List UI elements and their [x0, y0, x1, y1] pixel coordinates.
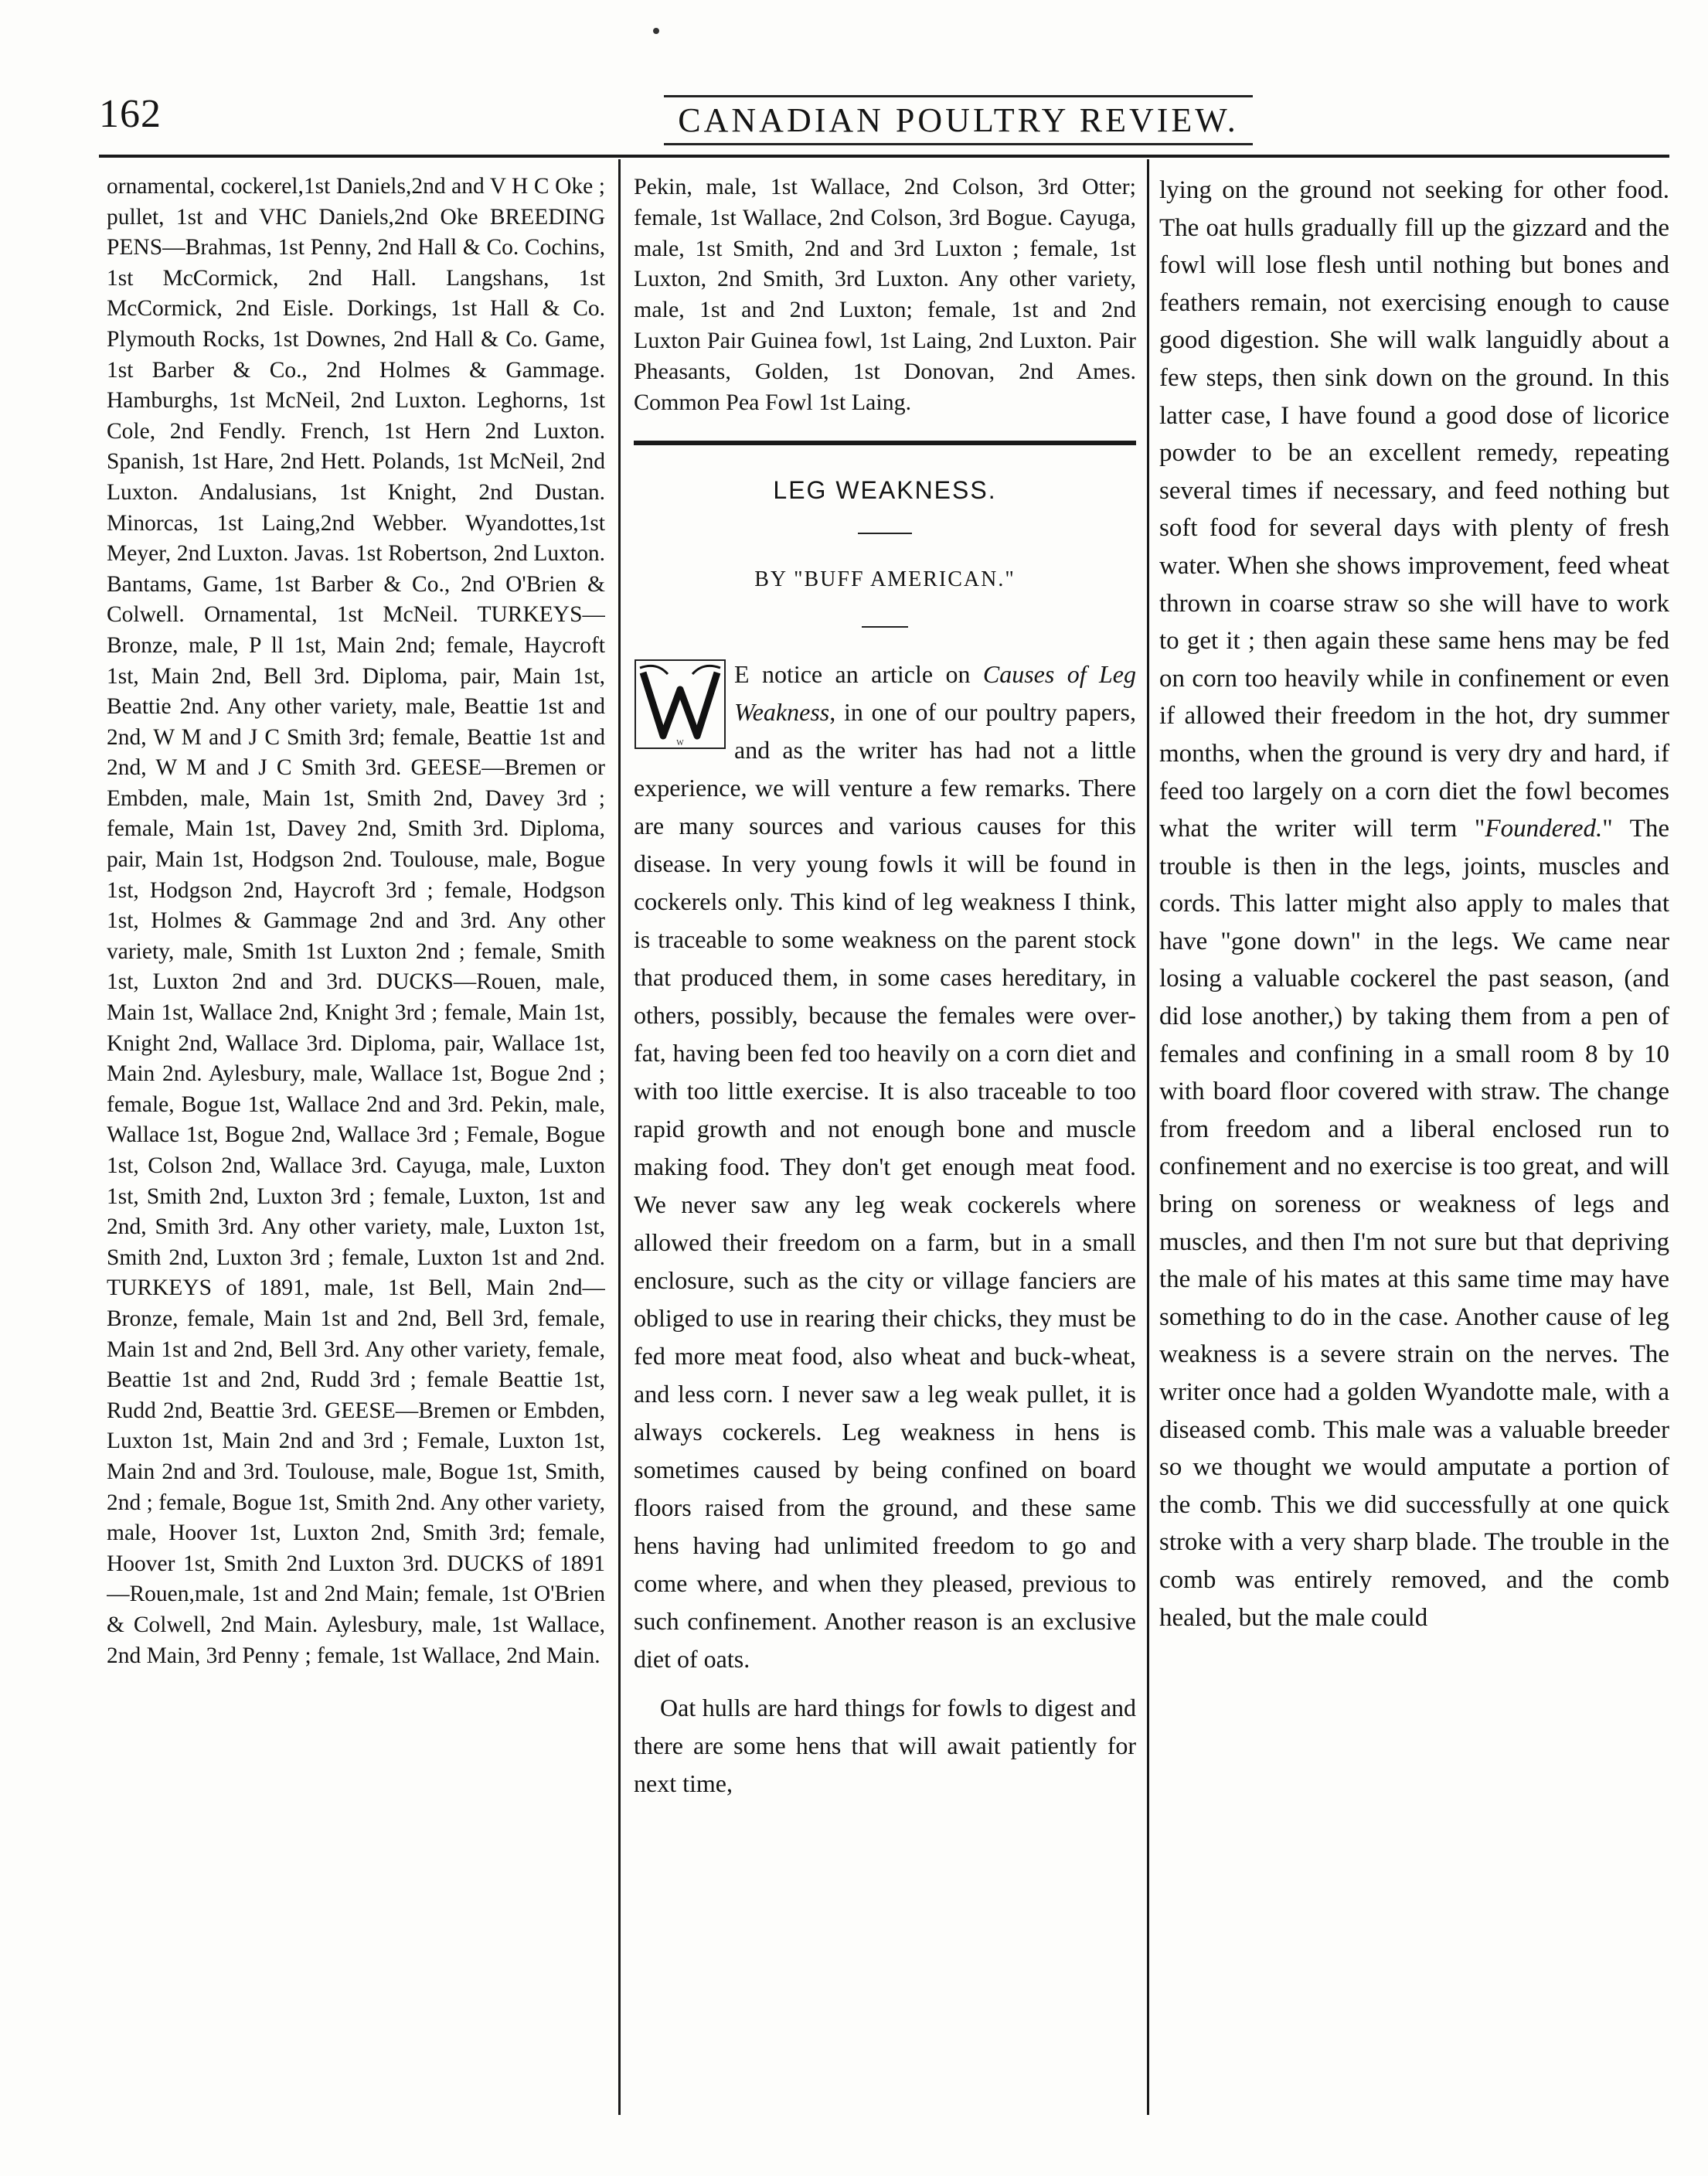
paragraph-3-body: " The trouble is then in the legs, joints, muscles and cords. This latter might also apply to males that have "gone down" in the legs. We came near losing a valuable cockerel the past season, (and did lose another,) by taking them from a pen of females and confining in a small room 8 by 10 with board floor covered with straw. The change from freedom and a liberal enclosed run to confinement and no exercise is too great, and will bring on soreness or weakness of legs and muscles, and then I'm not sure but that depriving the male of his mates at this same time may have something to do in the case. Another cause of leg weakness is a severe strain on the nerves. The writer once had a golden Wyandotte male, with a diseased comb. This male was a valuable breeder so we thought we would amputate a portion of the comb. This we did successfully at one quick stroke with a very sharp blade. The trouble in the comb was entirely removed, and the comb healed, but the male could [1159, 815, 1669, 1632]
column-3 [1159, 172, 1669, 1636]
paragraph-1-start: E notice an article on [734, 660, 983, 689]
title-rule [858, 533, 912, 534]
column-divider-2 [1147, 159, 1149, 2115]
masthead [665, 87, 1252, 153]
byline-rule [862, 626, 908, 628]
header-rule [99, 155, 1669, 158]
column-1 [107, 172, 605, 1671]
dropcap-w-icon [634, 659, 726, 750]
paragraph-3-start: lying on the ground not seeking for other food. The oat hulls gradually fill up the gizzard and the fowl will lose flesh until nothing but bones and feathers remain, not exercising enough to cause good digestion. She will walk languidly about a few steps, then sink down on the ground. In this latter case, I have found a good dose of licorice powder to be an excellent remedy, repeating several times if necessary, and feed nothing but soft food for several days with plenty of fresh water. When she shows improvement, feed wheat thrown in coarse straw so she will have to work to get it ; then again these same hens may be fed on corn too heavily while in confinement or even if allowed their freedom in the hot, dry summer months, when the ground is very dry and hard, if feed too largely on a corn diet the fowl becomes what the writer will term " [1159, 176, 1669, 843]
section-rule [634, 441, 1136, 445]
article-paragraph-1 [634, 656, 1136, 1678]
page-number: 162 [99, 92, 162, 136]
article-paragraph-continued [1159, 172, 1669, 1636]
svg-text:W: W [676, 739, 684, 748]
article-paragraph-2: Oat hulls are hard things for fowls to digest and there are some hens that will await patiently for next time, [634, 1694, 1136, 1798]
article-reference-title: Causes of Leg Weakness [734, 660, 1136, 727]
term-foundered: Foundered. [1485, 815, 1603, 843]
column-divider-1 [618, 159, 621, 2115]
prize-list-continued: ornamental, cockerel,1st Daniels,2nd and V H C Oke ; pullet, 1st and VHC Daniels,2nd Oke BREEDING PENS—Brahmas, 1st Penny, 2nd Hall & Co. Cochins, 1st McCormick, 2nd Hall. Langshans, 1st McCormick, 2nd Eisle. Dorkings, 1st Hall & Co. Plymouth Rocks, 1st Downes, 2nd Hall & Co. Game, 1st Barber & Co., 2nd Holmes & Gammage. Hamburghs, 1st McNeil, 2nd Luxton. Leghorns, 1st Cole, 2nd Fendly. French, 1st Hern 2nd Luxton. Spanish, 1st Hare, 2nd Hett. Polands, 1st McNeil, 2nd Luxton. Andalusians, 1st Knight, 2nd Dustan. Minorcas, 1st Laing,2nd Webber. Wyandottes,1st Meyer, 2nd Luxton. Javas. 1st Robertson, 2nd Luxton. Bantams, Game, 1st Barber & Co., 2nd O'Brien & Colwell. Ornamental, 1st McNeil. TURKEYS—Bronze, male, P ll 1st, Main 2nd; female, Haycroft 1st, Main 2nd, Bell 3rd. Diploma, pair, Main 1st, Beattie 2nd. Any other variety, male, Beattie 1st and 2nd, W M and J C Smith 3rd; female, Beattie 1st and 2nd, W M and J C Smith 3rd. GEESE—Bremen or Embden, male, Main 1st, Smith 2nd, Davey 3rd ; female, Main 1st, Davey 2nd, Smith 3rd. Diploma, pair, Main 1st, Hodgson 2nd. Toulouse, male, Bogue 1st, Hodgson 2nd, Haycroft 3rd ; female, Hodgson 1st, Holmes & Gammage 2nd and 3rd. Any other variety, male, Smith 1st Luxton 2nd ; female, Smith 1st, Luxton 2nd and 3rd. DUCKS—Rouen, male, Main 1st, Wallace 2nd, Knight 3rd ; female, Main 1st, Knight 2nd, Wallace 3rd. Diploma, pair, Wallace 1st, Main 2nd. Aylesbury, male, Wallace 1st, Bogue 2nd ; female, Bogue 1st, Wallace 2nd and 3rd. Pekin, male, Wallace 1st, Bogue 2nd, Wallace 3rd ; Female, Bogue 1st, Colson 2nd, Wallace 3rd. Cayuga, male, Luxton 1st, Smith 2nd, Luxton 3rd ; female, Luxton, 1st and 2nd, Smith 3rd. Any other variety, male, Luxton 1st, Smith 2nd, Luxton 3rd ; female, Luxton 1st and 2nd. TURKEYS of 1891, male, 1st Bell, Main 2nd—Bronze, female, Main 1st and 2nd, Bell 3rd, female, Main 1st and 2nd, Bell 3rd. Any other variety, female, Beattie 1st and 2nd, Rudd 3rd ; female Beattie 1st, Rudd 2nd, Beattie 3rd. GEESE—Bremen or Embden, Luxton 1st, Main 2nd and 3rd ; Female, Luxton 1st, Main 2nd and 3rd. Toulouse, male, Bogue 1st, Smith, 2nd ; female, Bogue 1st, Smith 2nd. Any other variety, male, Hoover 1st, Luxton 2nd, Smith 3rd; female, Hoover 1st, Smith 2nd Luxton 3rd. DUCKS of 1891—Rouen,male, 1st and 2nd Main; female, 1st O'Brien & Colwell, 2nd Main. Aylesbury, male, 1st Wallace, 2nd Main, 3rd Penny ; female, 1st Wallace, 2nd Main. [107, 174, 605, 1668]
column-2 [634, 172, 1136, 1803]
paragraph-1-body: , in one of our poultry papers, and as the writer has had not a little experience, we will venture a few remarks. There are many sources and various causes for this disease. In very young fowls it will be found in cockerels only. This kind of leg weakness I think, is traceable to some weakness on the parent stock that produced them, in some cases hereditary, in others, possibly, because the females were over-fat, having been fed too heavily on a corn diet and with too little exercise. It is also traceable to too rapid growth and not enough bone and muscle making food. They don't get enough meat food. We never saw any leg weak cockerels where allowed their freedom on a farm, but in a small enclosure, such as the city or village fanciers are obliged to use in rearing their chicks, they must be fed more meat food, also wheat and buck-wheat, and less corn. I never saw a leg weak pullet, it is always cockerels. Leg weakness in hens is sometimes caused by being confined on board floors raised from the ground, and these same hens having had unlimited freedom to go and come where, and when they pleased, previous to such confinement. Another reason is an exclusive diet of oats. [634, 698, 1136, 1674]
article-title: LEG WEAKNESS. [773, 476, 997, 505]
masthead-title: CANADIAN POULTRY REVIEW. [664, 95, 1252, 145]
prize-list-tail: Pekin, male, 1st Wallace, 2nd Colson, 3rd Otter; female, 1st Wallace, 2nd Colson, 3rd Bogue. Cayuga, male, 1st Smith, 2nd and 3rd Luxton ; female, 1st Luxton, 2nd Smith, 3rd Luxton. Any other variety, male, 1st and 2nd Luxton; female, 1st and 2nd Luxton Pair Guinea fowl, 1st Laing, 2nd Luxton. Pair Pheasants, Golden, 1st Donovan, 2nd Ames. Common Pea Fowl 1st Laing. [634, 174, 1136, 415]
print-speck [653, 28, 659, 34]
byline: BY "BUFF AMERICAN." [754, 567, 1016, 592]
